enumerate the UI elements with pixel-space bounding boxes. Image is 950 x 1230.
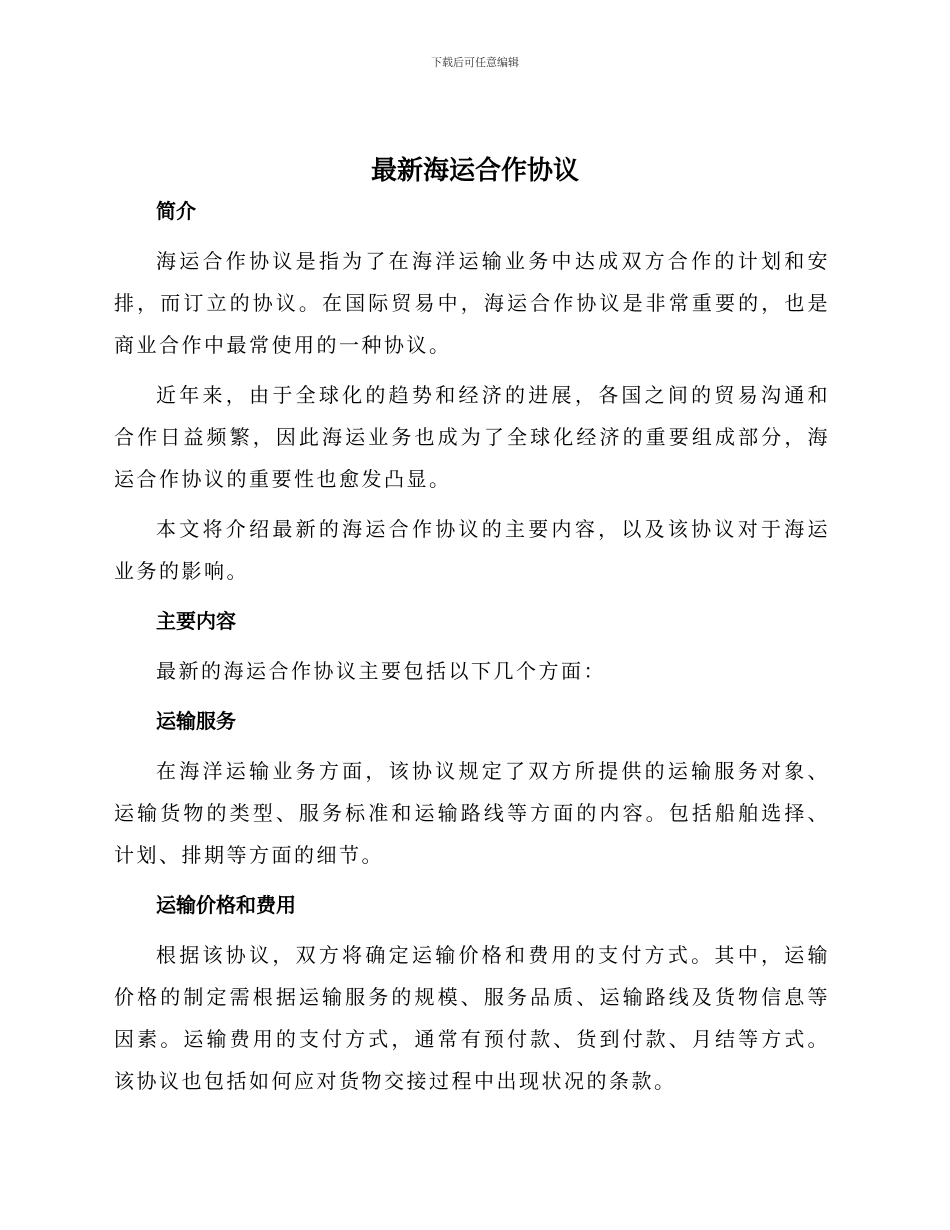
section-heading-main-content: 主要内容 <box>156 609 236 633</box>
page-header-note: 下载后可任意编辑 <box>431 56 519 69</box>
transport-pricing-paragraph-1: 根据该协议，双方将确定运输价格和费用的支付方式。其中，运输价格的制定需根据运输服务的规模、服务品质、运输路线及货物信息等因素。运输费用的支付方式，通常有预付款、货到付款、月结等方式。该协议也包括如何应对货物交接过程中出现状况的条款。 <box>114 943 830 1093</box>
section-heading-transport-service: 运输服务 <box>156 709 236 733</box>
intro-paragraph-1: 海运合作协议是指为了在海洋运输业务中达成双方合作的计划和安排，而订立的协议。在国际贸易中，海运合作协议是非常重要的，也是商业合作中最常使用的一种协议。 <box>114 249 830 357</box>
section-heading-transport-pricing: 运输价格和费用 <box>156 893 296 917</box>
main-content-paragraph-1: 最新的海运合作协议主要包括以下几个方面： <box>156 659 606 683</box>
intro-paragraph-2: 近年来，由于全球化的趋势和经济的进展，各国之间的贸易沟通和合作日益频繁，因此海运业务也成为了全球化经济的重要组成部分，海运合作协议的重要性也愈发凸显。 <box>114 383 830 491</box>
document-title: 最新海运合作协议 <box>370 156 579 186</box>
transport-service-paragraph-1: 在海洋运输业务方面，该协议规定了双方所提供的运输服务对象、运输货物的类型、服务标准和运输路线等方面的内容。包括船舶选择、计划、排期等方面的细节。 <box>114 759 830 867</box>
intro-paragraph-3: 本文将介绍最新的海运合作协议的主要内容，以及该协议对于海运业务的影响。 <box>114 517 830 583</box>
document-body <box>114 190 830 1102</box>
section-heading-intro: 简介 <box>156 199 196 223</box>
